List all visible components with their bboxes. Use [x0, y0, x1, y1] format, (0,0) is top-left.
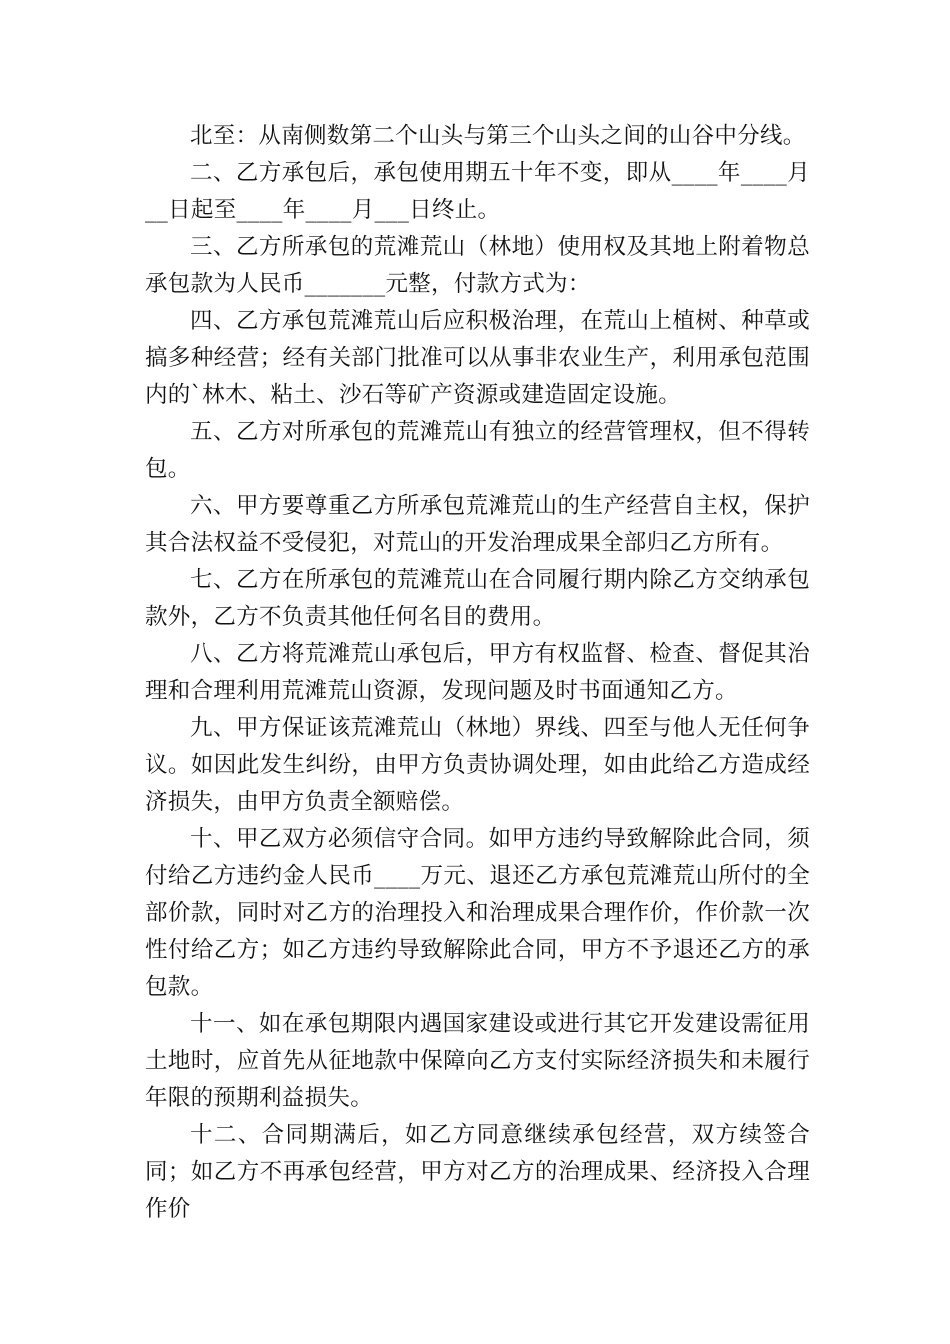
clause-3-payment: 三、乙方所承包的荒滩荒山（林地）使用权及其地上附着物总承包款为人民币_______元整，付款方式为： [145, 234, 810, 297]
clause-2-term: 二、乙方承包后，承包使用期五十年不变，即从____年____月__日起至____年____月___日终止。 [145, 160, 810, 223]
clause-5-management-rights: 五、乙方对所承包的荒滩荒山有独立的经营管理权，但不得转包。 [145, 419, 810, 482]
clause-4-development: 四、乙方承包荒滩荒山后应积极治理，在荒山上植树、种草或搞多种经营；经有关部门批准可以从事非农业生产，利用承包范围内的`林木、粘土、沙石等矿产资源或建造固定设施。 [145, 308, 810, 408]
clause-10-breach: 十、甲乙双方必须信守合同。如甲方违约导致解除此合同，须付给乙方违约金人民币____万元、退还乙方承包荒滩荒山所付的全部价款，同时对乙方的治理投入和治理成果合理作价，作价款一次性付给乙方；如乙方违约导致解除此合同，甲方不予退还乙方的承包款。 [145, 826, 810, 1000]
clause-6-autonomy: 六、甲方要尊重乙方所承包荒滩荒山的生产经营自主权，保护其合法权益不受侵犯，对荒山的开发治理成果全部归乙方所有。 [145, 493, 810, 556]
document-page [145, 118, 810, 1228]
clause-7-fees: 七、乙方在所承包的荒滩荒山在合同履行期内除乙方交纳承包款外，乙方不负责其他任何名目的费用。 [145, 567, 810, 630]
clause-11-expropriation: 十一、如在承包期限内遇国家建设或进行其它开发建设需征用土地时，应首先从征地款中保障向乙方支付实际经济损失和未履行年限的预期利益损失。 [145, 1011, 810, 1111]
clause-boundary-north: 北至：从南侧数第二个山头与第三个山头之间的山谷中分线。 [190, 123, 806, 149]
clause-8-supervision: 八、乙方将荒滩荒山承包后，甲方有权监督、检查、督促其治理和合理利用荒滩荒山资源，发现问题及时书面通知乙方。 [145, 641, 810, 704]
clause-9-boundary-guarantee: 九、甲方保证该荒滩荒山（林地）界线、四至与他人无任何争议。如因此发生纠纷，由甲方负责协调处理，如由此给乙方造成经济损失，由甲方负责全额赔偿。 [145, 715, 810, 815]
clause-12-expiry: 十二、合同期满后，如乙方同意继续承包经营，双方续签合同；如乙方不再承包经营，甲方对乙方的治理成果、经济投入合理作价 [145, 1122, 810, 1222]
